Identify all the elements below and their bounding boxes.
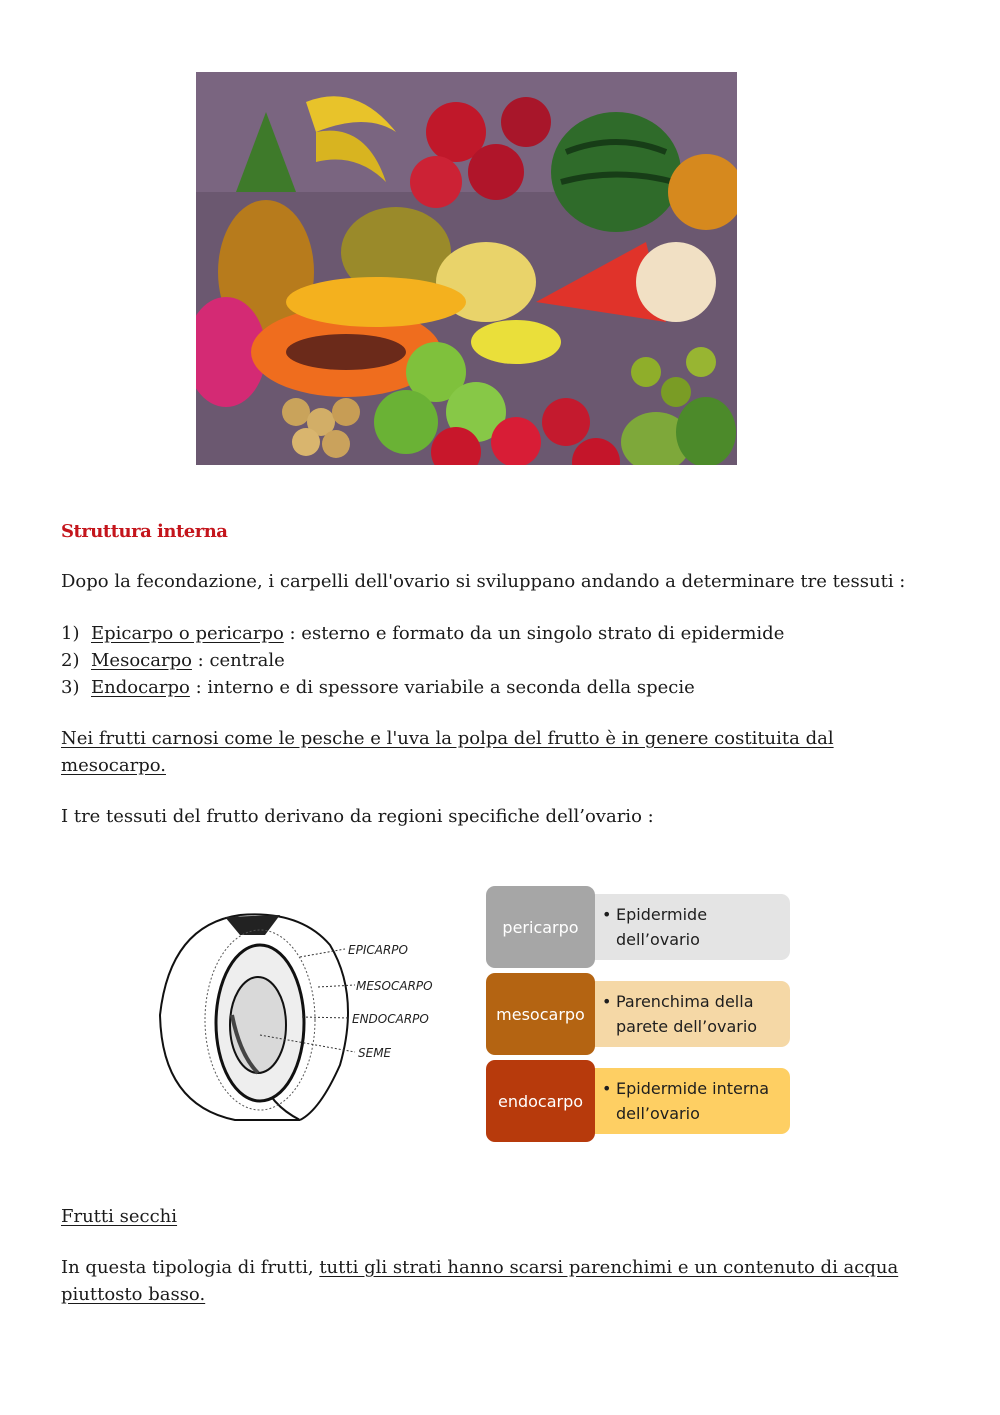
tissue-desc-line: • Epidermide interna <box>616 1079 770 1098</box>
list-term: Endocarpo <box>91 677 190 698</box>
list-number: 2) <box>61 650 80 671</box>
fruit-cross-section-diagram <box>150 905 450 1125</box>
tissue-desc-line: • Parenchima della <box>616 992 754 1011</box>
diagram-label: MESOCARPO <box>356 979 433 993</box>
list-desc: : interno e di spessore variabile a seconda della specie <box>189 677 695 698</box>
list-item <box>61 647 285 674</box>
list-desc: : esterno e formato da un singolo strato di epidermide <box>283 623 785 644</box>
dry-intro: In questa tipologia di frutti, <box>61 1257 320 1278</box>
dry-fruits-paragraph-line-1 <box>61 1254 898 1281</box>
diagram-label: SEME <box>358 1046 392 1060</box>
regions-intro: I tre tessuti del frutto derivano da regioni specifiche dell’ovario : <box>61 806 654 827</box>
tissue-label-box: pericarpo <box>486 886 595 968</box>
list-item <box>61 674 695 701</box>
dry-fruits-paragraph-line-2: piuttosto basso. <box>61 1284 206 1305</box>
tissue-origin-chart <box>486 886 792 1144</box>
note-line-2: mesocarpo. <box>61 755 166 776</box>
diagram-label: EPICARPO <box>348 943 408 957</box>
note-line-1: Nei frutti carnosi come le pesche e l'uva la polpa del frutto è in genere costituita dal <box>61 728 834 749</box>
tissue-desc-box <box>586 1068 790 1134</box>
list-term: Mesocarpo <box>91 650 192 671</box>
tissue-desc-box <box>586 981 790 1047</box>
tissue-row-mesocarpo <box>486 973 792 1055</box>
subheading-frutti-secchi: Frutti secchi <box>61 1206 178 1227</box>
tissue-desc-line: dell’ovario <box>616 1104 700 1123</box>
diagram-label: ENDOCARPO <box>352 1012 429 1026</box>
tissue-label-box: endocarpo <box>486 1060 595 1142</box>
tissue-row-endocarpo <box>486 1060 792 1142</box>
fruits-photo <box>196 72 737 465</box>
list-desc: : centrale <box>191 650 285 671</box>
tissue-desc-line: dell’ovario <box>616 930 700 949</box>
list-item <box>61 620 784 647</box>
tissue-row-pericarpo <box>486 886 792 968</box>
tissue-desc-box <box>586 894 790 960</box>
section-title: Struttura interna <box>61 521 228 542</box>
list-term: Epicarpo o pericarpo <box>91 623 284 644</box>
tissue-label-box: mesocarpo <box>486 973 595 1055</box>
dry-underlined-text: tutti gli strati hanno scarsi parenchimi e un contenuto di acqua <box>319 1257 899 1278</box>
list-number: 1) <box>61 623 80 644</box>
tissue-desc-line: • Epidermide <box>616 905 708 924</box>
tissue-desc-line: parete dell’ovario <box>616 1017 758 1036</box>
intro-paragraph: Dopo la fecondazione, i carpelli dell'ovario si sviluppano andando a determinare tre tessuti : <box>61 571 906 592</box>
list-number: 3) <box>61 677 80 698</box>
